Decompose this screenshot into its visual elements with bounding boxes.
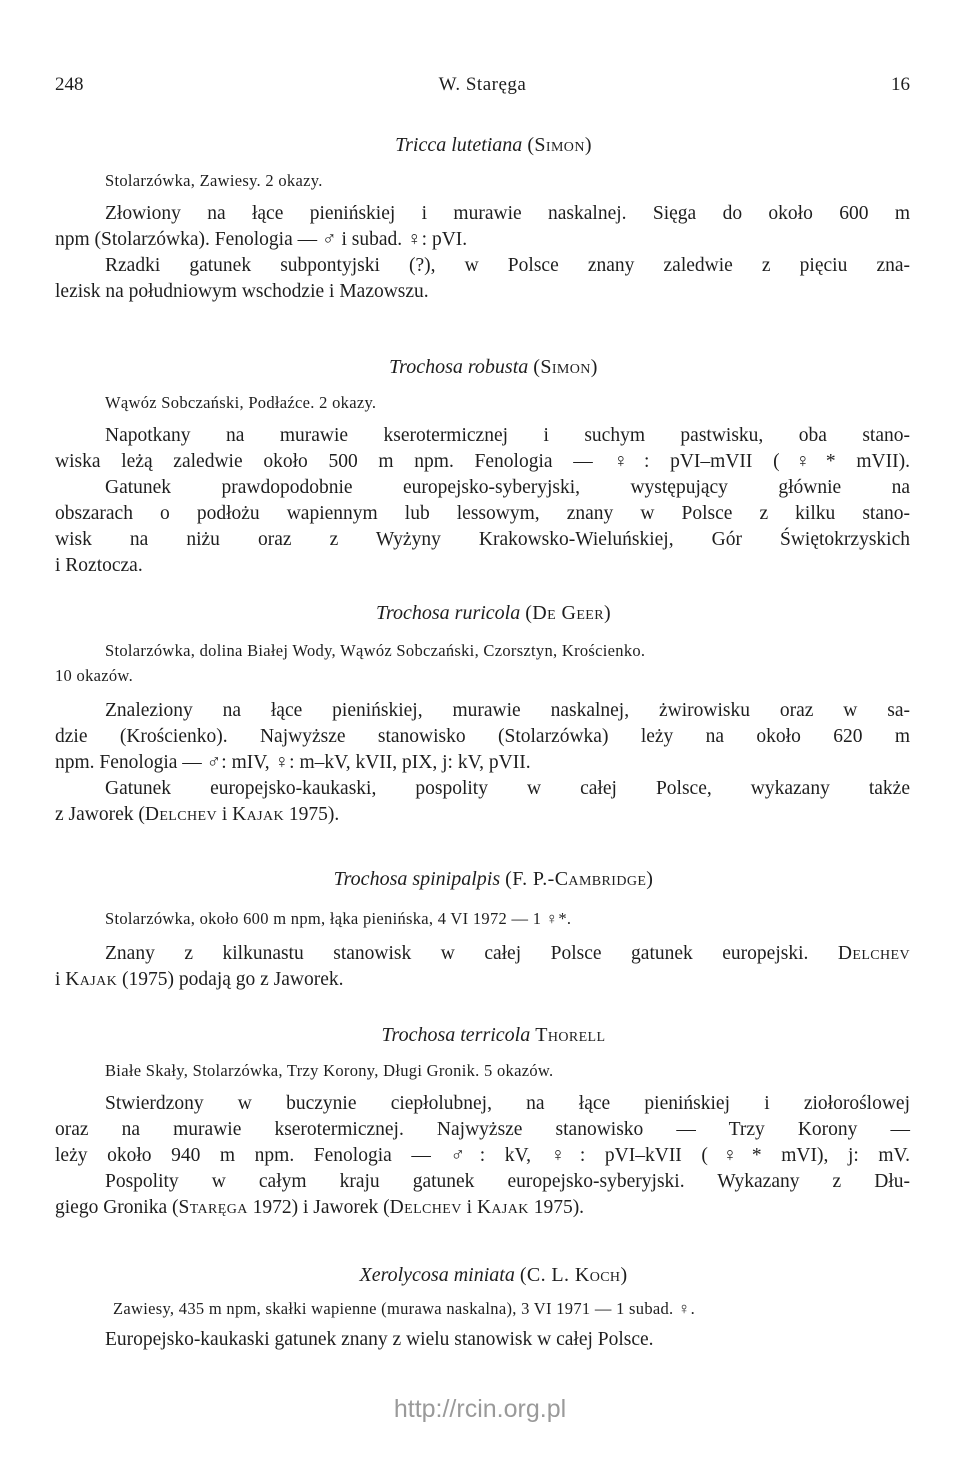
species-name: Trochosa spinipalpis [333, 868, 501, 890]
species-section-trochosa-terricola [55, 1022, 910, 1221]
text-line: leży około 940 m npm. Fenologia — ♂: kV, ♀: pVI–kVII (♀* mVI), j: mV. [55, 1145, 910, 1166]
species-section-tricca-lutetiana [55, 132, 910, 305]
text-line: giego Gronika (Staręga 1972) i Jaworek (Delchev i Kajak 1975). [55, 1197, 585, 1218]
document-page [55, 0, 910, 1464]
text-line: i Kajak (1975) podają go z Jaworek. [55, 969, 344, 990]
locality-line: Zawiesy, 435 m npm, skałki wapienne (murawa naskalna), 3 VI 1971 — 1 subad. ♀. [113, 1299, 695, 1318]
paragraph [55, 423, 910, 579]
author-name: Delchev [389, 1197, 462, 1218]
species-section-trochosa-robusta [55, 354, 910, 579]
paragraph [55, 698, 910, 828]
species-title [77, 866, 910, 892]
species-title [77, 132, 910, 158]
paragraph [55, 941, 910, 993]
author-name: Staręga [178, 1197, 248, 1218]
author-name: Kajak [476, 1197, 529, 1218]
text-line: z Jaworek (Delchev i Kajak 1975). [55, 804, 340, 825]
text-line: wiska leżą zaledwie około 500 m npm. Fenologia — ♀: pVI–mVII (♀* mVII). [55, 451, 910, 472]
text-line: i Roztocza. [55, 555, 143, 576]
paragraph [55, 1091, 910, 1221]
text-line: Rzadki gatunek subpontyjski (?), w Polsce znany zaledwie z pięciu zna- [105, 255, 910, 276]
species-title [77, 600, 910, 626]
text-line: Napotkany na murawie kserotermicznej i suchym pastwisku, oba stano- [105, 425, 910, 446]
text-line: wisk na niżu oraz z Wyżyny Krakowsko-Wieluńskiej, Gór Świętokrzyskich [55, 529, 910, 550]
species-section-trochosa-ruricola [55, 600, 910, 828]
locality-line: Białe Skały, Stolarzówka, Trzy Korony, Długi Gronik. 5 okazów. [105, 1061, 554, 1080]
species-name: Trochosa ruricola [375, 602, 521, 624]
running-header [55, 74, 910, 102]
author-name: Delchev [144, 804, 217, 825]
text-line: Złowiony na łące pienińskiej i murawie naskalnej. Sięga do około 600 m [105, 203, 910, 224]
text-line: obszarach o podłożu wapiennym lub lessowym, znany w Polsce z kilku stano- [55, 503, 910, 524]
text-line: Gatunek europejsko-kaukaski, pospolity w całej Polsce, wykazany także [105, 778, 910, 799]
species-author: (De Geer) [525, 602, 612, 624]
species-author: (C. L. Koch) [519, 1264, 628, 1286]
author-name: Kajak [232, 804, 285, 825]
species-name: Trochosa robusta [389, 356, 529, 378]
species-section-trochosa-spinipalpis [55, 866, 910, 993]
species-section-xerolycosa-miniata [55, 1262, 910, 1353]
text-line: Pospolity w całym kraju gatunek europejsko-syberyjski. Wykazany z Dłu- [105, 1171, 910, 1192]
species-author: Thorell [535, 1024, 606, 1046]
species-title [77, 1022, 910, 1048]
watermark-url: http://rcin.org.pl [393, 1395, 567, 1423]
text-line: Gatunek prawdopodobnie europejsko-syberyjski, występujący głównie na [105, 477, 910, 498]
text-line: Stwierdzony w buczynie ciepłolubnej, na łące pienińskiej i ziołoroślowej [105, 1093, 910, 1114]
text-line: lezisk na południowym wschodzie i Mazowszu. [55, 281, 429, 302]
locality-line: Wąwóz Sobczański, Podłaźce. 2 okazy. [105, 393, 377, 412]
locality-line: Stolarzówka, dolina Białej Wody, Wąwóz Sobczański, Czorsztyn, Krościenko. [105, 641, 646, 660]
text-line: dzie (Krościenko). Najwyższe stanowisko (Stolarzówka) leży na około 620 m [55, 726, 910, 747]
author-name: Delchev [837, 943, 910, 964]
species-title [77, 1262, 910, 1288]
paragraph [55, 201, 910, 305]
running-author: W. Staręga [438, 74, 527, 95]
species-title [77, 354, 910, 380]
locality-line: Stolarzówka, około 600 m npm, łąka pienińska, 4 VI 1972 — 1 ♀*. [105, 909, 572, 928]
species-name: Tricca lutetiana [395, 134, 523, 156]
text-line: Znany z kilkunastu stanowisk w całej Polsce gatunek europejski. Delchev [105, 943, 910, 964]
text-line: Europejsko-kaukaski gatunek znany z wielu stanowisk w całej Polsce. [105, 1329, 654, 1350]
locality-line: Stolarzówka, Zawiesy. 2 okazy. [105, 171, 323, 190]
species-name: Xerolycosa miniata [359, 1264, 515, 1286]
author-name: Kajak [65, 969, 118, 990]
issue-number: 16 [891, 74, 910, 95]
page-number: 248 [55, 74, 84, 95]
text-line: npm. Fenologia — ♂: mIV, ♀: m–kV, kVII, pIX, j: kV, pVII. [55, 752, 531, 773]
text-line: Znaleziony na łące pienińskiej, murawie naskalnej, żwirowisku oraz w sa- [105, 700, 910, 721]
species-author: (Simon) [527, 134, 592, 156]
text-line: npm (Stolarzówka). Fenologia — ♂ i subad. ♀: pVI. [55, 229, 468, 250]
species-author: (F. P.-Cambridge) [505, 868, 654, 890]
species-name: Trochosa terricola [381, 1024, 531, 1046]
locality-line-cont: 10 okazów. [55, 666, 133, 685]
species-author: (Simon) [533, 356, 598, 378]
paragraph [55, 1327, 910, 1353]
text-line: oraz na murawie kserotermicznej. Najwyższe stanowisko — Trzy Korony — [55, 1119, 910, 1140]
